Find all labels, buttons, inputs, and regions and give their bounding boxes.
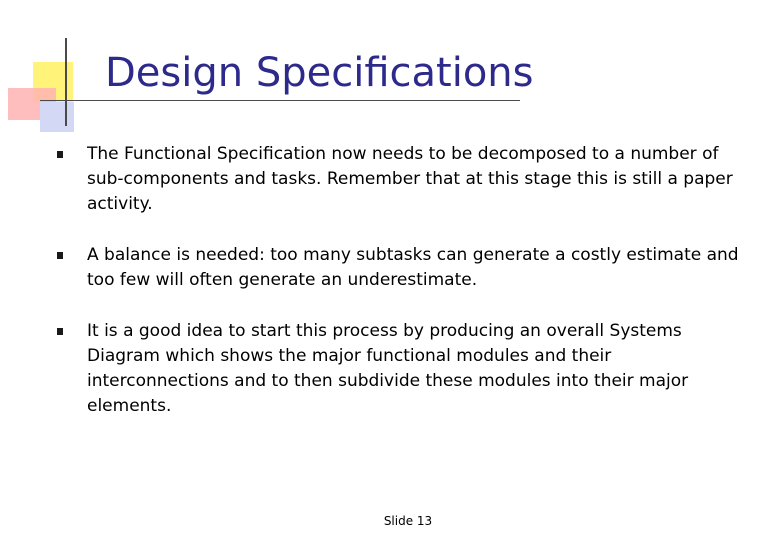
ornament-blue-square	[40, 102, 74, 132]
bullet-item	[56, 319, 746, 419]
slide-title: Design Specifications	[105, 50, 534, 96]
ornament-vertical-line	[65, 38, 67, 126]
bullet-text: A balance is needed: too many subtasks can generate a costly estimate and too few will often generate an underestimate.	[87, 245, 739, 290]
bullet-text: The Functional Specification now needs to be decomposed to a number of sub-components and tasks. Remember that at this stage this is still a paper activity.	[87, 144, 733, 214]
bullet-square-icon	[57, 151, 63, 158]
slide-number: Slide 13	[383, 514, 433, 528]
bullet-text: It is a good idea to start this process by producing an overall Systems Diagram which shows the major functional modules and their interconnections and to then subdivide these modules into their major elements.	[87, 321, 689, 416]
bullet-square-icon	[57, 328, 63, 335]
bullet-square-icon	[57, 252, 63, 259]
title-underline	[40, 100, 520, 101]
bullet-list	[56, 142, 746, 419]
bullet-item	[56, 243, 746, 293]
bullet-item	[56, 142, 746, 217]
